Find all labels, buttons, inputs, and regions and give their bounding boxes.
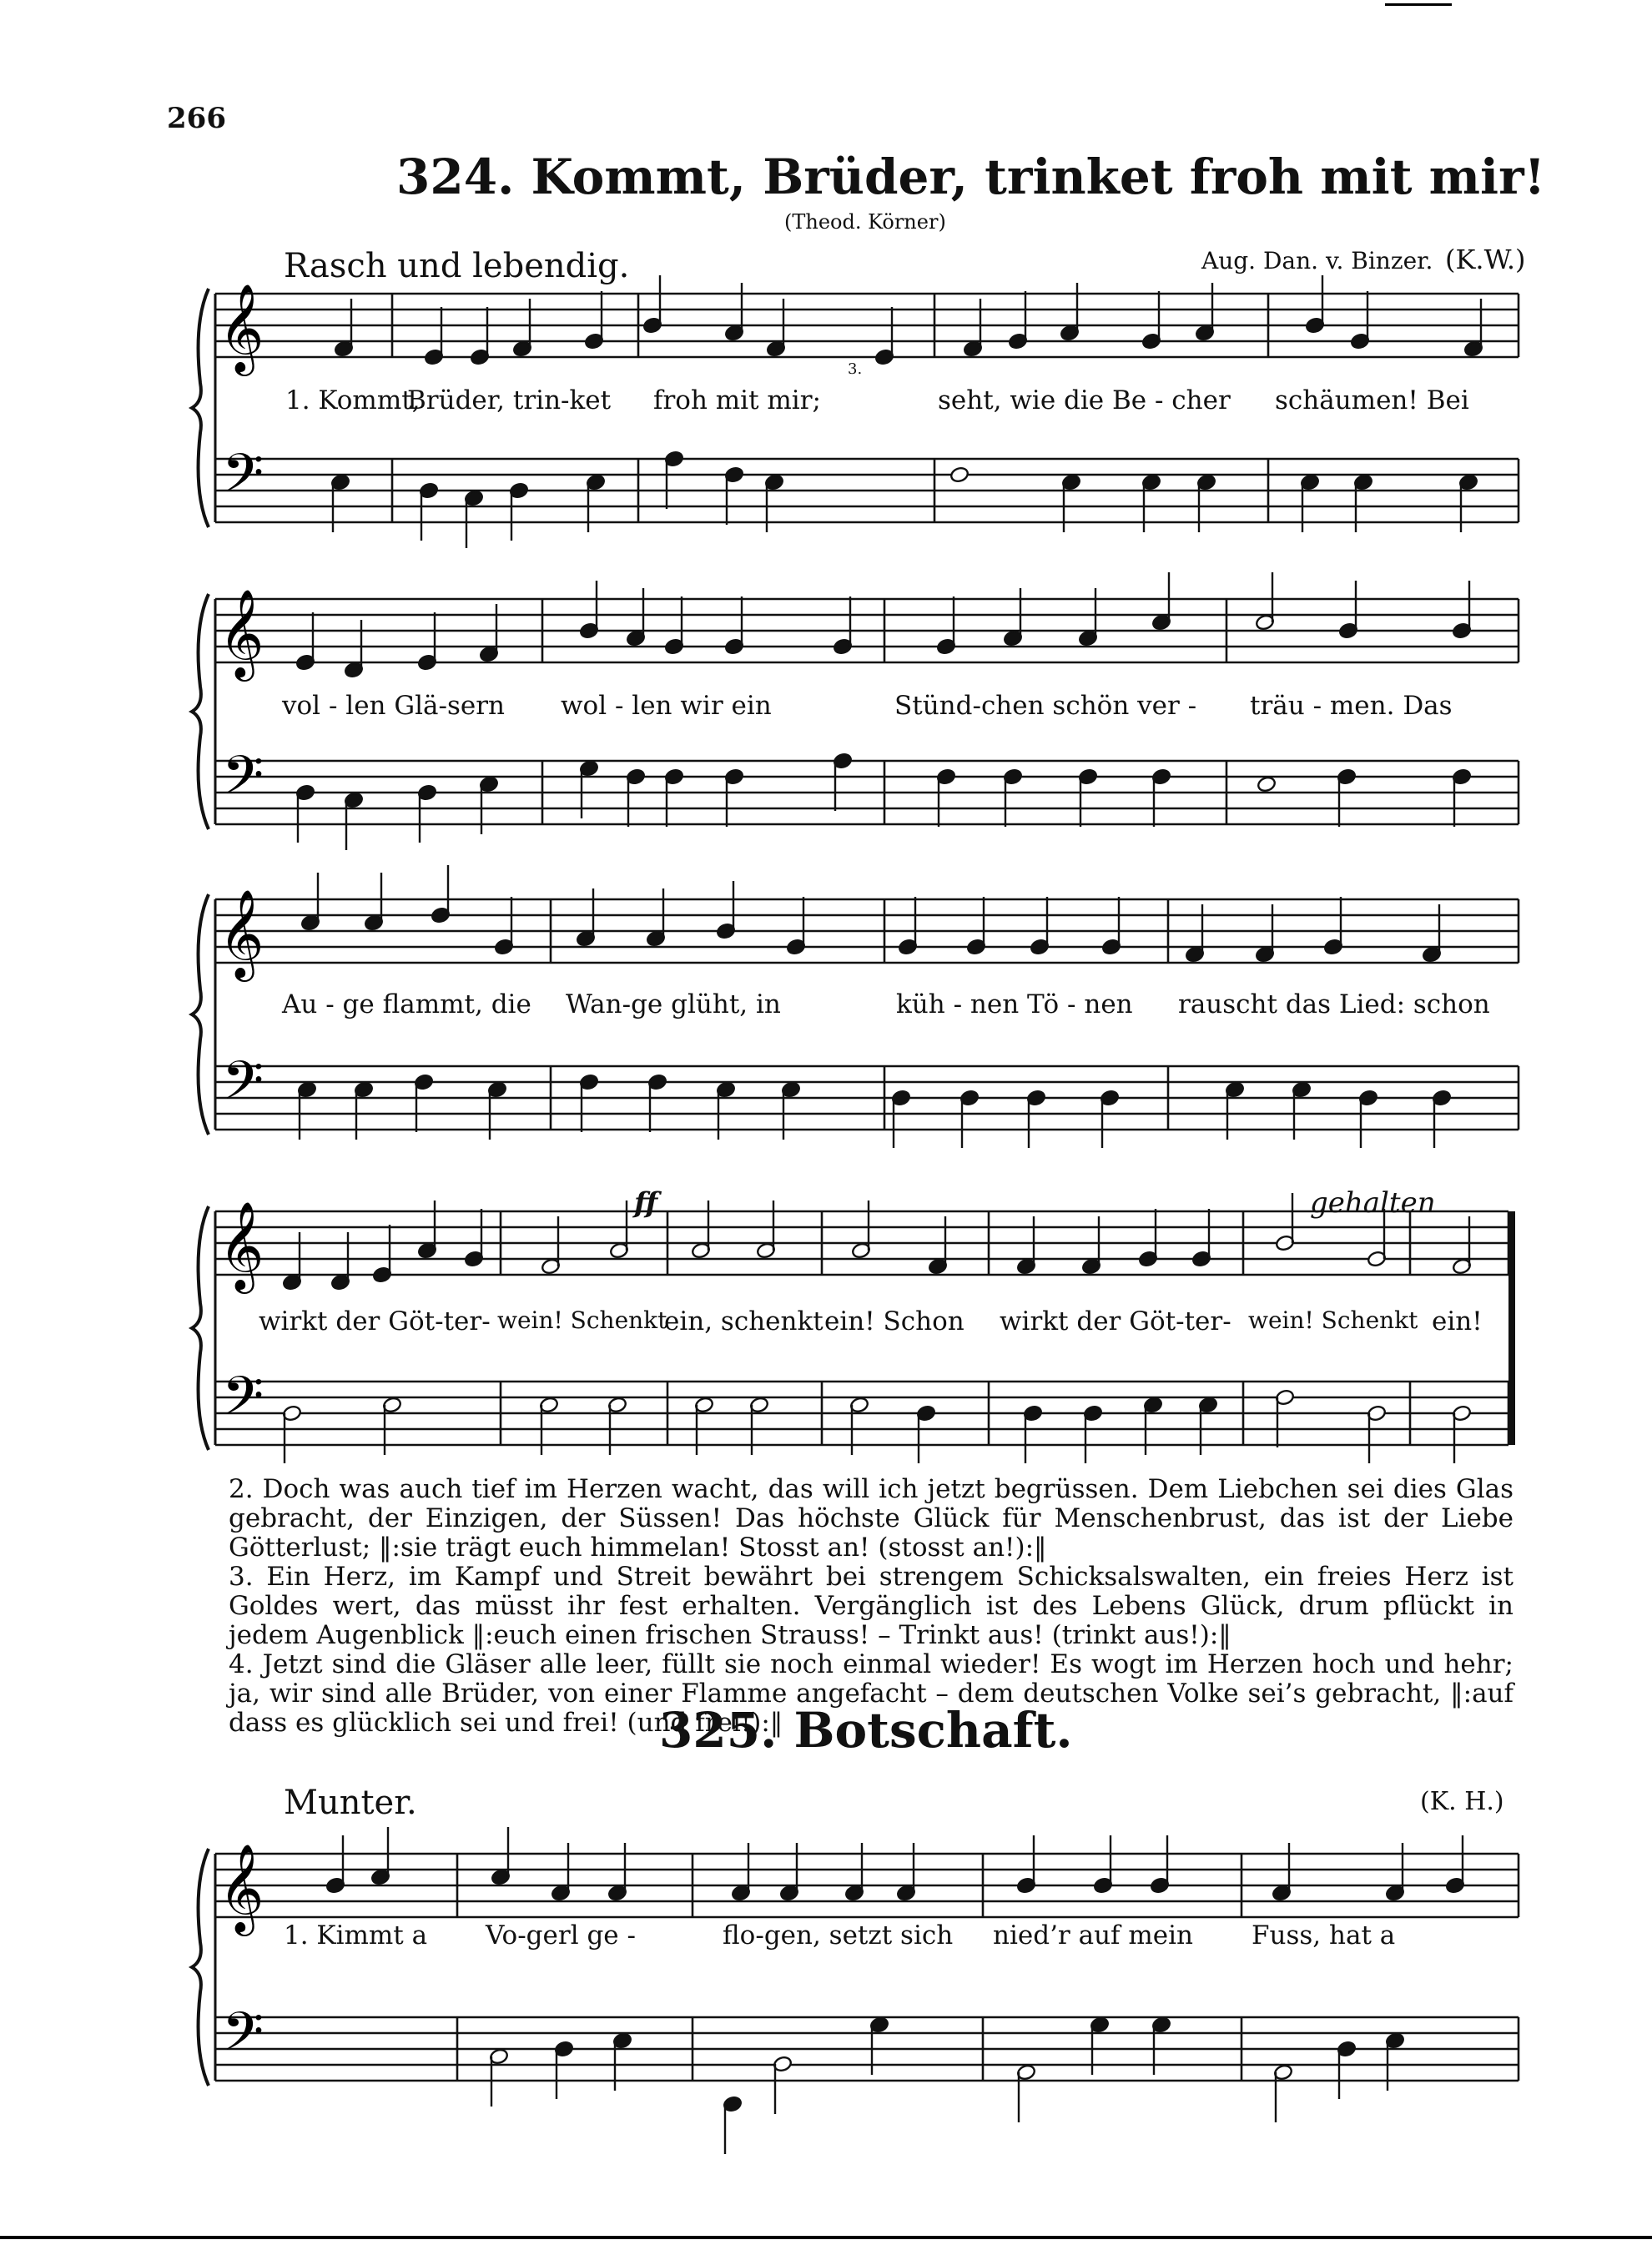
- lyric-syllables: wirkt der Göt-ter-: [1000, 1306, 1231, 1336]
- bass-clef: 𝄢: [222, 2001, 264, 2076]
- treble-clef: 𝄞: [219, 1843, 264, 1932]
- lyric-syllables: träu - men. Das: [1250, 691, 1453, 721]
- bass-clef: 𝄢: [222, 745, 264, 820]
- bottom-edge: [0, 2236, 1652, 2239]
- triplet-mark: 3.: [848, 360, 863, 378]
- song-title: 324. Kommt, Brüder, trinket froh mit mir!: [396, 148, 1546, 205]
- bass-clef: 𝄢: [222, 443, 264, 518]
- source-initials: (K.W.): [1445, 244, 1526, 275]
- bass-clef: 𝄢: [222, 1050, 264, 1125]
- treble-clef: 𝄞: [219, 283, 264, 372]
- lyric-syllables: wein! Schenkt: [1248, 1306, 1418, 1334]
- tempo-gehalten: gehalten: [1310, 1186, 1436, 1220]
- system-brace: [192, 1206, 209, 1450]
- lyric-syllables: ein! Schon: [824, 1306, 965, 1336]
- lyricist: (Theod. Körner): [784, 210, 946, 234]
- tempo-marking: Munter.: [284, 1784, 417, 1822]
- lyric-syllables: Au - ge flammt, die: [282, 989, 531, 1019]
- lyric-syllables: 1. Kimmt a: [284, 1920, 428, 1951]
- verse-3: 3. Ein Herz, im Kampf und Streit bewährt bei strengem Schicksalswalten, ein freies Herz ist Goldes wert, das müsst ihr fest erhalten. Vergänglich ist des Lebens Glück, drum pflückt in jedem Augenblick ‖:euch einen frischen Strauss! – Trinkt aus! (trinkt aus!):‖: [229, 1562, 1513, 1650]
- song-title: 325. Botschaft.: [659, 1702, 1073, 1759]
- system-brace: [192, 289, 209, 527]
- page-number: 266: [167, 102, 226, 135]
- lyric-syllables: vol - len Glä-sern: [282, 691, 506, 721]
- lyric-syllables: wol - len wir ein: [561, 691, 772, 721]
- additional-verses: [229, 1475, 1513, 1738]
- treble-clef: 𝄞: [219, 888, 264, 978]
- lyric-syllables: wein! Schenkt: [497, 1306, 667, 1334]
- note-head: [1257, 776, 1277, 793]
- system-brace: [192, 594, 209, 829]
- system-brace: [192, 894, 209, 1135]
- lyric-syllables: küh - nen Tö - nen: [896, 989, 1133, 1019]
- source-initials: (K. H.): [1420, 1787, 1504, 1816]
- note-head: [949, 466, 970, 484]
- lyric-syllables: Vo-gerl ge -: [486, 1920, 636, 1951]
- treble-clef: 𝄞: [219, 588, 264, 677]
- lyric-syllables: nied’r auf mein: [993, 1920, 1193, 1951]
- lyric-syllables: Stünd-chen schön ver -: [894, 691, 1197, 721]
- lyric-syllables: ein!: [1432, 1306, 1483, 1336]
- bass-clef: 𝄢: [222, 1366, 264, 1441]
- lyric-syllables: Brüder, trin-ket: [407, 385, 612, 415]
- lyric-syllables: wirkt der Göt-ter-: [259, 1306, 491, 1336]
- lyric-syllables: rauscht das Lied: schon: [1178, 989, 1490, 1019]
- verse-2: 2. Doch was auch tief im Herzen wacht, das will ich jetzt begrüssen. Dem Liebchen sei dies Glas gebracht, der Einzigen, der Süssen! Das höchste Glück für Menschenbrust, das ist der Liebe Götterlust; ‖:sie trägt euch himmelan! Stosst an! (stosst an!):‖: [229, 1474, 1513, 1563]
- lyric-syllables: 1. Kommt,: [285, 385, 421, 415]
- system-brace: [192, 1849, 209, 2086]
- lyric-syllables: Wan-ge glüht, in: [566, 989, 781, 1019]
- lyric-syllables: froh mit mir;: [653, 385, 821, 415]
- verse-4: 4. Jetzt sind die Gläser alle leer, füllt sie noch einmal wieder! Es wogt im Herzen hoch und hehr; ja, wir sind alle Brüder, von einer Flamme angefacht – dem deutschen Volke sei’s gebracht, ‖:auf dass es glücklich sei und frei! (und frei!):‖: [229, 1649, 1513, 1738]
- tempo-marking: Rasch und lebendig.: [284, 247, 630, 285]
- composer: Aug. Dan. v. Binzer.: [1201, 247, 1433, 274]
- final-barline: [1508, 1211, 1515, 1445]
- dynamic-ff: ff: [634, 1186, 658, 1220]
- top-rule: [1385, 3, 1452, 6]
- lyric-syllables: seht, wie die Be - cher: [938, 385, 1231, 415]
- lyric-syllables: schäumen! Bei: [1275, 385, 1469, 415]
- treble-clef: 𝄞: [219, 1201, 264, 1290]
- lyric-syllables: flo-gen, setzt sich: [723, 1920, 954, 1951]
- lyric-syllables: Fuss, hat a: [1252, 1920, 1396, 1951]
- lyric-syllables: ein, schenkt: [664, 1306, 823, 1336]
